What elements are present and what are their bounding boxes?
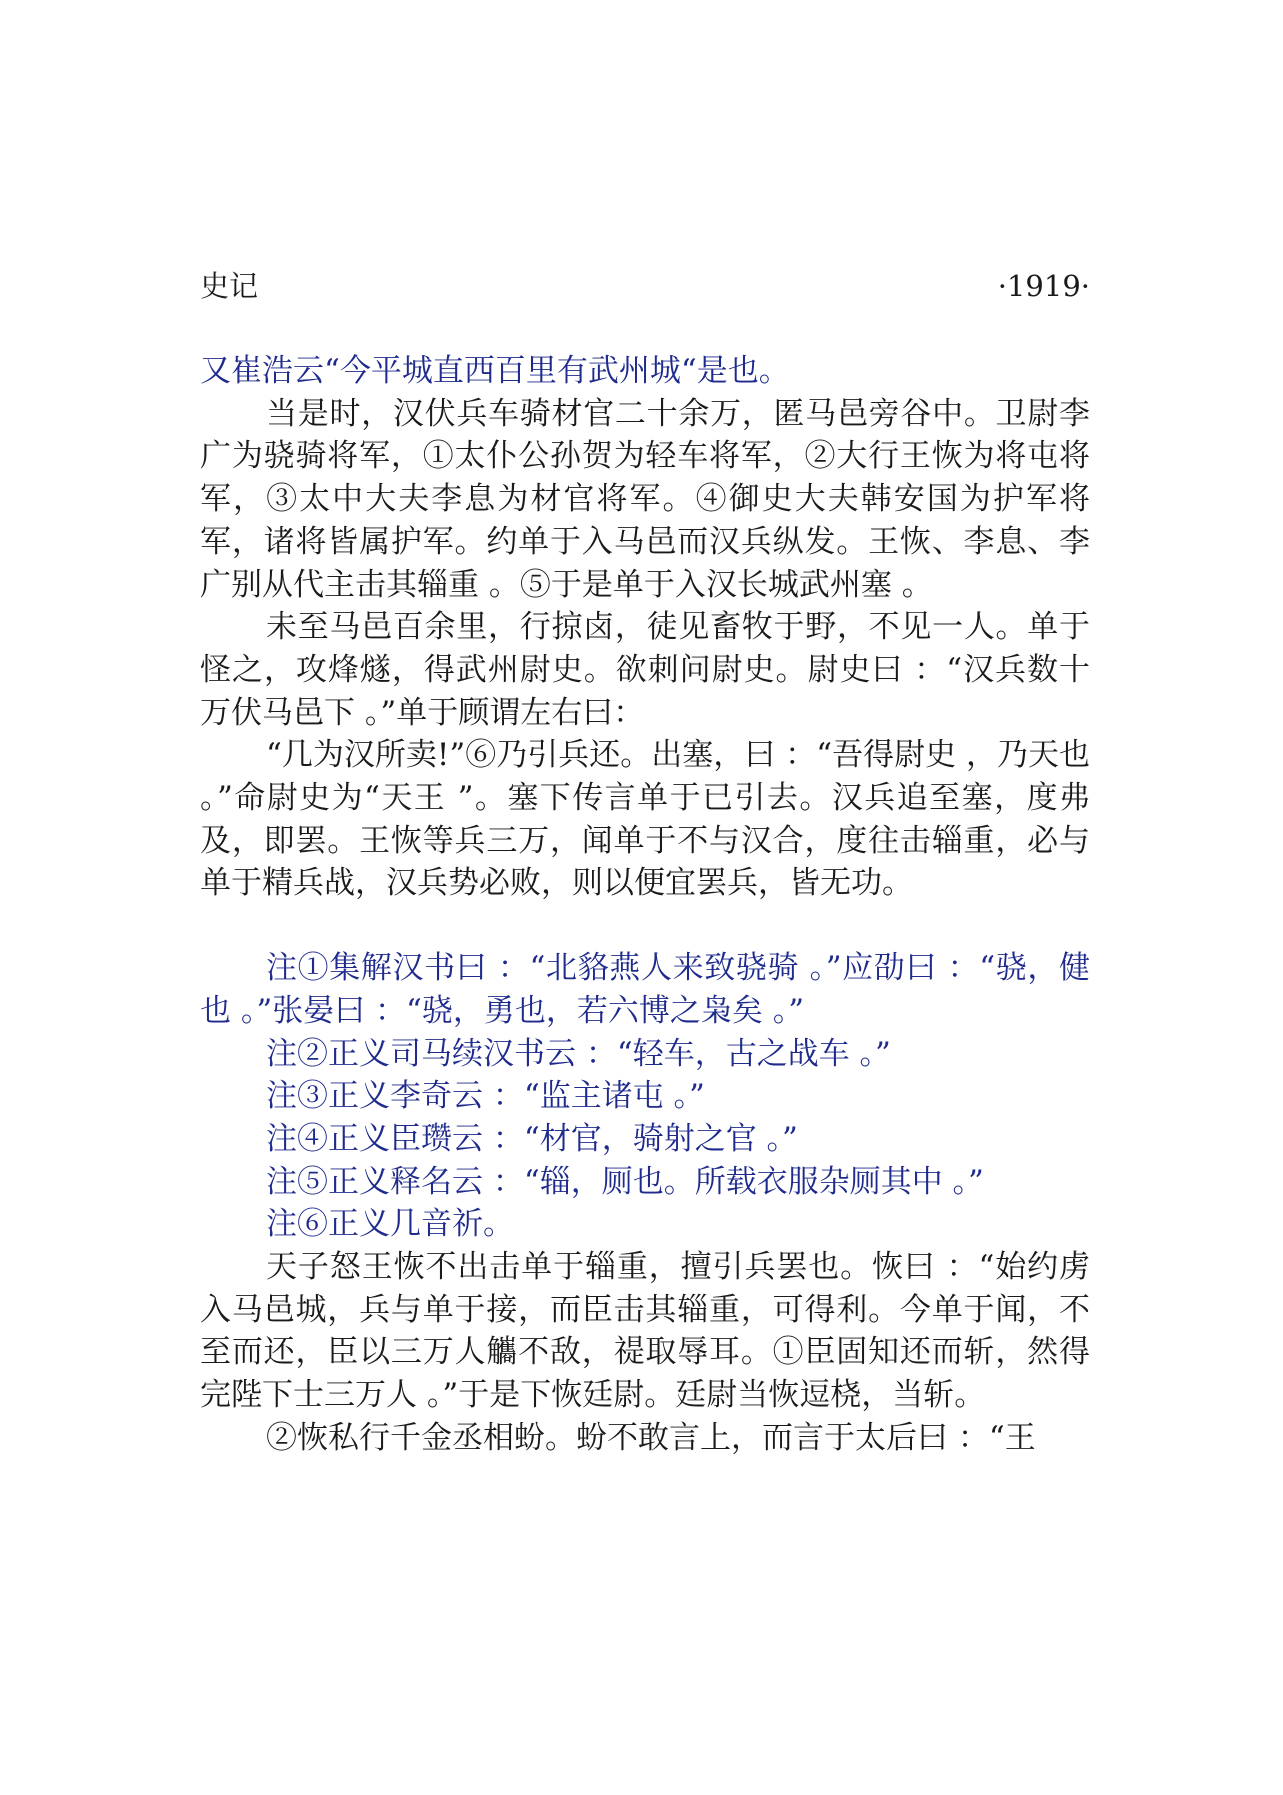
note-4: 注④正义臣瓒云 ：“材官，骑射之官 。” [266, 1120, 798, 1157]
note-1: 注①集解汉书曰 ：“北貉燕人来致骁骑 。”应劭曰 ：“骁，健也 。”张晏曰 ：“骁，勇也，若六博之枭矣 。” [200, 950, 1090, 1029]
body-paragraph: 当是时，汉伏兵车骑材官二十余万，匿马邑旁谷中。卫尉李广为骁骑将军，①太仆公孙贺为轻车将军，②大行王恢为将屯将军，③太中大夫李息为材官将军。④御史大夫韩安国为护军将军，诸将皆属护军。约单于入马邑而汉兵纵发。王恢、李息、李广别从代主击其辎重 。⑤于是单于入汉长城武州塞 。 [200, 395, 1090, 603]
section-gap [200, 905, 1090, 947]
body-paragraph: ②恢私行千金丞相蚡。蚡不敢言上，而言于太后曰 ：“王 [266, 1419, 1036, 1456]
note-5: 注⑤正义释名云 ：“辎，厕也。所载衣服杂厕其中 。” [266, 1163, 984, 1200]
page-header [200, 268, 1090, 304]
body-paragraph: 未至马邑百余里，行掠卤，徒见畜牧于野，不见一人。单于怪之，攻烽燧，得武州尉史。欲刺问尉史。尉史曰 ：“汉兵数十万伏马邑下 。”单于顾谓左右曰： [200, 609, 1090, 731]
note-6: 注⑥正义几音祈。 [266, 1206, 514, 1243]
page-content [200, 350, 1090, 1460]
body-paragraph: 天子怒王恢不出击单于辎重，擅引兵罢也。恢曰 ：“始约虏入马邑城，兵与单于接，而臣击其辎重，可得利。今单于闻，不至而还，臣以三万人觿不敌，禔取辱耳。①臣固知还而斩，然得完陛下士三万人 。”于是下恢廷尉。廷尉当恢逗桡，当斩。 [200, 1249, 1090, 1414]
note-continuation: 又崔浩云“今平城直西百里有武州城“是也。 [200, 353, 790, 389]
note-2: 注②正义司马续汉书云 ：“轻车，古之战车 。” [266, 1035, 891, 1072]
book-title: 史记 [200, 269, 259, 303]
page-number: ·1919· [997, 269, 1090, 303]
body-paragraph: “几为汉所卖!”⑥乃引兵还。出塞，曰 ：“吾得尉史 ，乃天也 。”命尉史为“天王 ”。塞下传言单于已引去。汉兵追至塞，度弗及，即罢。王恢等兵三万，闻单于不与汉合，度往击辎重，必与单于精兵战，汉兵势必败，则以便宜罢兵，皆无功。 [200, 737, 1090, 902]
note-3: 注③正义李奇云 ：“监主诸屯 。” [266, 1078, 705, 1115]
